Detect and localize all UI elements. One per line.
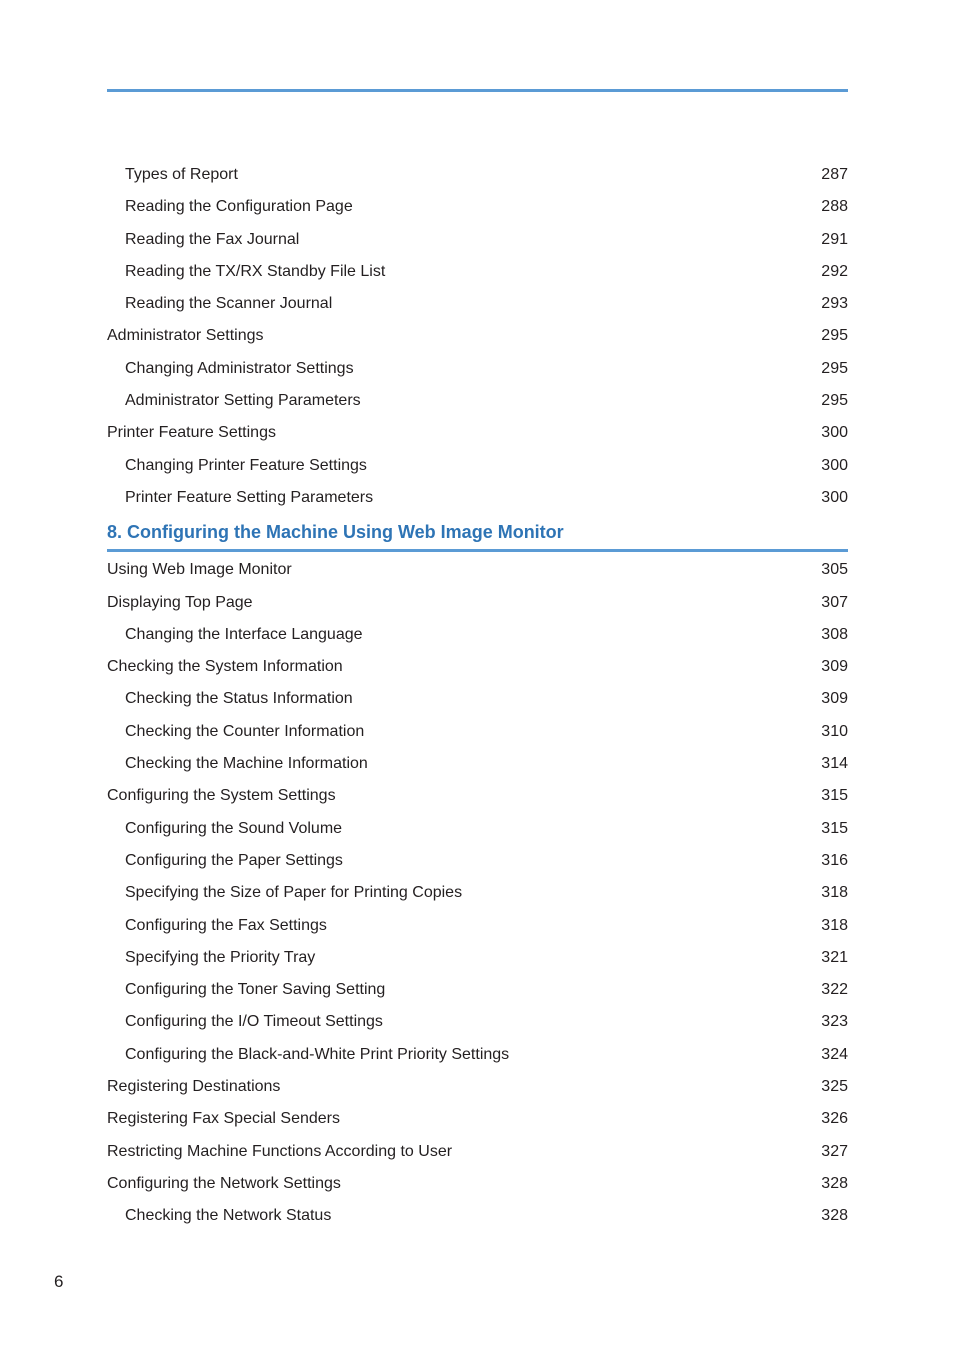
toc-entry[interactable] xyxy=(107,1136,848,1168)
toc-entry-title: Changing Printer Feature Settings xyxy=(125,456,367,474)
toc-entry-title: Configuring the Sound Volume xyxy=(125,819,343,837)
toc-entry-title: Configuring the Fax Settings xyxy=(125,916,327,934)
toc-entry[interactable] xyxy=(107,1039,848,1071)
toc-entry[interactable] xyxy=(107,1006,848,1038)
toc-entry[interactable] xyxy=(107,320,848,352)
toc-entry[interactable] xyxy=(107,942,848,974)
toc-entry[interactable] xyxy=(107,353,848,385)
toc-entry-title: Specifying the Size of Paper for Printing Copies xyxy=(125,884,463,902)
toc-section-after xyxy=(107,554,848,1232)
toc-entry[interactable] xyxy=(107,974,848,1006)
toc-entry[interactable] xyxy=(107,482,848,514)
toc-entry[interactable] xyxy=(107,748,848,780)
toc-entry-page: 309 xyxy=(821,690,848,708)
toc-entry[interactable] xyxy=(107,385,848,417)
toc-entry[interactable] xyxy=(107,716,848,748)
toc-entry-title: Reading the TX/RX Standby File List xyxy=(125,262,386,280)
toc-entry-title: Printer Feature Setting Parameters xyxy=(125,488,374,506)
toc-entry-title: Specifying the Priority Tray xyxy=(125,948,316,966)
toc-entry[interactable] xyxy=(107,780,848,812)
toc-entry-title: Checking the System Information xyxy=(107,658,343,676)
header-rule xyxy=(107,89,848,92)
toc-section-before xyxy=(107,159,848,514)
toc-entry-page: 314 xyxy=(821,755,848,773)
toc-entry-title: Reading the Scanner Journal xyxy=(125,295,333,313)
toc-entry-page: 295 xyxy=(821,392,848,410)
chapter-heading[interactable]: 8. Configuring the Machine Using Web Image Monitor xyxy=(107,515,848,552)
toc-entry-page: 318 xyxy=(821,916,848,934)
toc-entry-page: 318 xyxy=(821,884,848,902)
toc-entry-title: Administrator Settings xyxy=(107,327,264,345)
toc-entry-title: Configuring the Black-and-White Print Priority Settings xyxy=(125,1045,510,1063)
toc-entry-title: Checking the Machine Information xyxy=(125,755,368,773)
toc-entry-title: Printer Feature Settings xyxy=(107,424,276,442)
toc-entry-title: Registering Fax Special Senders xyxy=(107,1110,341,1128)
toc-entry-page: 321 xyxy=(821,948,848,966)
toc-entry-title: Types of Report xyxy=(125,166,238,183)
toc-entry-page: 327 xyxy=(821,1142,848,1160)
toc-entry-page: 328 xyxy=(821,1174,848,1192)
toc-entry-title: Checking the Counter Information xyxy=(125,722,365,740)
toc-entry-page: 316 xyxy=(821,851,848,869)
toc-entry-page: 292 xyxy=(821,262,848,280)
toc-entry-page: 309 xyxy=(821,658,848,676)
toc-entry-title: Reading the Fax Journal xyxy=(125,230,300,248)
toc-entry[interactable] xyxy=(107,845,848,877)
toc-entry[interactable] xyxy=(107,619,848,651)
toc-entry-title: Reading the Configuration Page xyxy=(125,198,353,216)
toc-entry[interactable] xyxy=(107,450,848,482)
toc-entry-title: Configuring the Toner Saving Setting xyxy=(125,981,386,999)
toc-entry-page: 326 xyxy=(821,1110,848,1128)
toc-entry-page: 328 xyxy=(821,1207,848,1225)
toc-entry-page: 291 xyxy=(821,230,848,248)
toc-entry-page: 322 xyxy=(821,981,848,999)
toc-entry[interactable] xyxy=(107,1200,848,1232)
toc-entry-page: 308 xyxy=(821,625,848,643)
toc-entry-page: 287 xyxy=(821,166,848,183)
toc-entry-page: 310 xyxy=(821,722,848,740)
toc-entry[interactable] xyxy=(107,224,848,256)
toc-entry[interactable] xyxy=(107,877,848,909)
toc-entry-page: 323 xyxy=(821,1013,848,1031)
toc-entry-title: Configuring the Network Settings xyxy=(107,1174,341,1192)
toc-entry[interactable] xyxy=(107,1103,848,1135)
toc-entry-title: Restricting Machine Functions According to User xyxy=(107,1142,453,1160)
toc-entry[interactable] xyxy=(107,813,848,845)
toc-entry-title: Displaying Top Page xyxy=(107,593,253,611)
toc-entry-title: Checking the Network Status xyxy=(125,1207,332,1225)
toc-entry[interactable] xyxy=(107,587,848,619)
toc-entry-page: 300 xyxy=(821,456,848,474)
toc-entry-title: Checking the Status Information xyxy=(125,690,353,708)
toc-entry-title: Configuring the I/O Timeout Settings xyxy=(125,1013,383,1031)
toc-entry[interactable] xyxy=(107,1071,848,1103)
toc-entry-page: 300 xyxy=(821,488,848,506)
toc-entry-title: Changing Administrator Settings xyxy=(125,359,354,377)
toc-entry-page: 305 xyxy=(821,561,848,579)
toc-entry[interactable] xyxy=(107,256,848,288)
toc-entry[interactable] xyxy=(107,417,848,449)
toc-entry-page: 288 xyxy=(821,198,848,216)
toc-entry[interactable] xyxy=(107,554,848,586)
toc-entry-page: 315 xyxy=(821,787,848,805)
toc-entry-page: 325 xyxy=(821,1078,848,1096)
toc-entry[interactable] xyxy=(107,159,848,191)
toc-entry-page: 295 xyxy=(821,327,848,345)
table-of-contents xyxy=(107,159,848,1233)
toc-entry[interactable] xyxy=(107,910,848,942)
toc-entry-title: Configuring the Paper Settings xyxy=(125,851,343,869)
toc-entry-page: 315 xyxy=(821,819,848,837)
toc-entry[interactable] xyxy=(107,651,848,683)
toc-entry-title: Administrator Setting Parameters xyxy=(125,392,361,410)
toc-entry-title: Configuring the System Settings xyxy=(107,787,336,805)
toc-entry-title: Using Web Image Monitor xyxy=(107,561,292,579)
toc-entry-title: Registering Destinations xyxy=(107,1078,281,1096)
toc-entry[interactable] xyxy=(107,1168,848,1200)
toc-entry[interactable] xyxy=(107,191,848,223)
toc-entry-page: 324 xyxy=(821,1045,848,1063)
page-number: 6 xyxy=(54,1272,64,1291)
toc-entry[interactable] xyxy=(107,683,848,715)
toc-entry-page: 293 xyxy=(821,295,848,313)
toc-entry-page: 295 xyxy=(821,359,848,377)
toc-entry-page: 307 xyxy=(821,593,848,611)
toc-entry-page: 300 xyxy=(821,424,848,442)
toc-entry[interactable] xyxy=(107,288,848,320)
toc-entry-title: Changing the Interface Language xyxy=(125,625,363,643)
